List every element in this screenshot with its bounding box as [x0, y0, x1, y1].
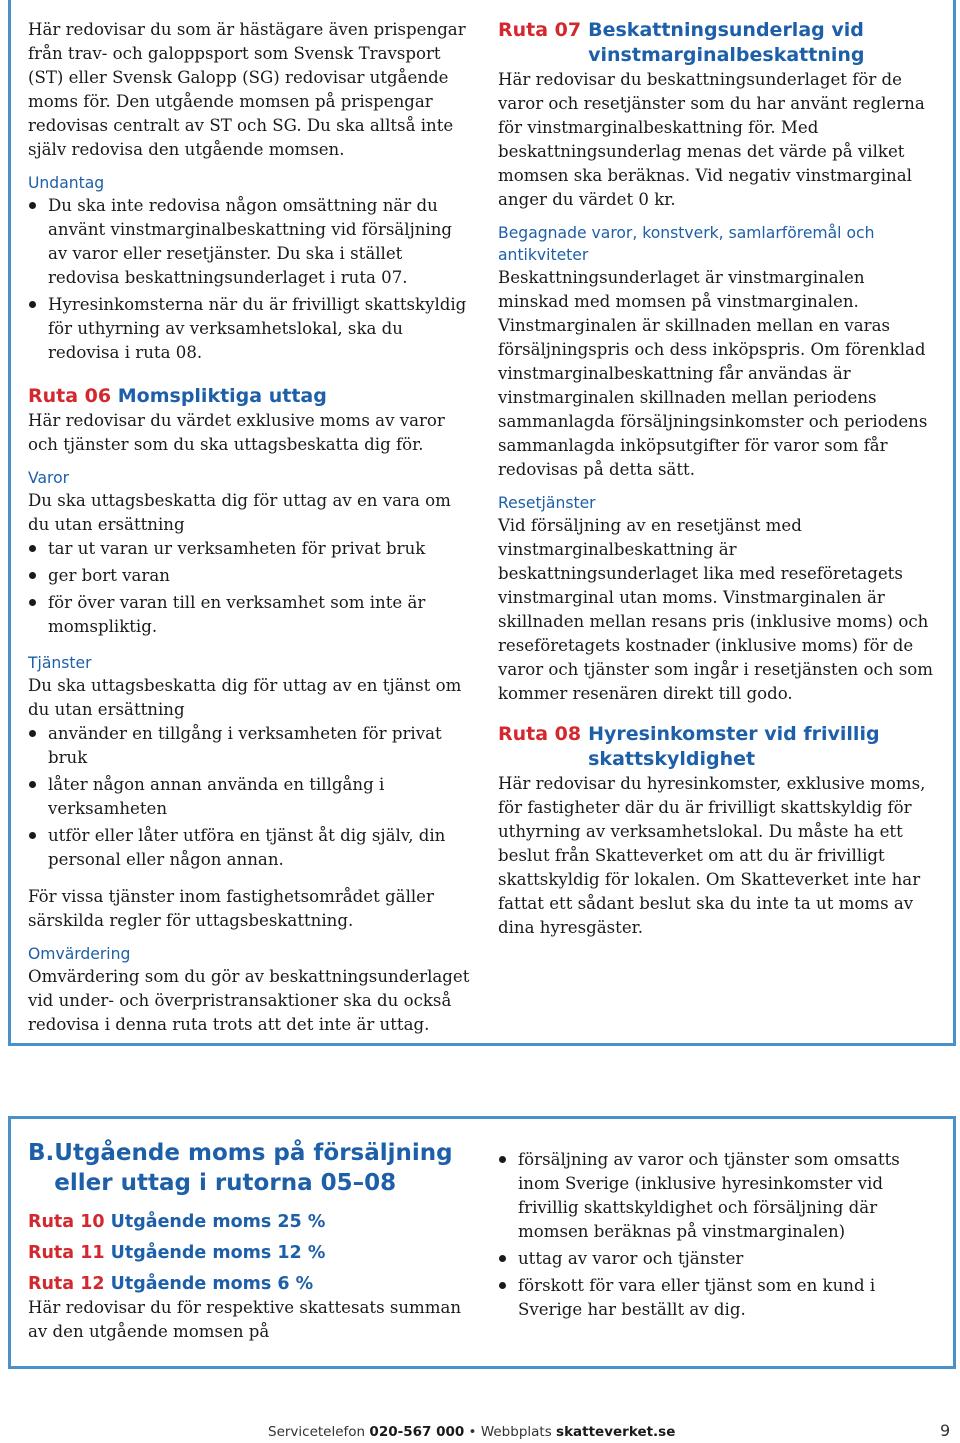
ruta07-title: Beskattningsunderlag vid vinstmarginalbeskattning	[588, 19, 865, 66]
omvardering-text: Omvärdering som du gör av beskattningsunderlaget vid under- och överpristransaktioner ska du också redovisa i denna ruta trots att det inte är uttag.	[28, 967, 470, 1034]
footer-separator: •	[464, 1424, 481, 1440]
ruta12-title: Utgående moms 6 %	[110, 1274, 314, 1294]
list-item: låter någon annan använda en tillgång i verksamheten	[28, 773, 473, 821]
tjanster-heading: Tjänster	[28, 654, 92, 672]
ruta11-number: Ruta 11	[28, 1243, 105, 1263]
ruta08-number: Ruta 08	[498, 723, 582, 745]
ruta08-heading	[498, 722, 940, 772]
ruta10-heading	[28, 1210, 468, 1234]
footer-site-label: Webbplats	[480, 1424, 557, 1440]
ruta08-title: Hyresinkomster vid frivillig skattskyldighet	[588, 723, 880, 770]
ruta07-text: Här redovisar du beskattningsunderlaget för de varor och resetjänster som du har använt reglerna för vinstmarginalbeskattning för. Med beskattningsunderlag menas det värde på vilket momsen ska beräknas. Vid negativ vinstmarginal anger du värdet 0 kr.	[498, 70, 925, 209]
section-b-left	[28, 1138, 468, 1344]
begagnade-text: Beskattningsunderlaget är vinstmarginalen minskad med momsen på vinstmarginalen. Vinstmarginalen är skillnaden mellan en varas försäljningspris och dess inköpspris. Om förenklad vinstmarginalbeskattning får användas är vinstmarginalen skillnaden mellan periodens sammanlagda försäljningsinkomster och periodens sammanlagda inköpsutgifter för varor som får redovisas på detta sätt.	[498, 268, 928, 479]
list-item: ger bort varan	[28, 564, 473, 588]
tjanster-list	[28, 722, 473, 872]
resetjanster-text: Vid försäljning av en resetjänst med vinstmarginalbeskattning är beskattningsunderlaget lika med reseföretagets vinstmarginal utan moms. Vinstmarginalen är skillnaden mellan resans pris (inklusive moms) och reseföretagets kostnader (inklusive moms) för de varor och tjänster som ingår i resetjänsten och som kommer resenären direkt till godo.	[498, 516, 933, 703]
list-item: försäljning av varor och tjänster som omsatts inom Sverige (inklusive hyresinkomster vid frivillig skattskyldighet och försäljning där momsen beräknas på vinstmarginalen)	[498, 1148, 934, 1244]
intro-text: Här redovisar du som är hästägare även prispengar från trav- och galoppsport som Svensk Travsport (ST) eller Svensk Galopp (SG) redovisar utgående moms för. Den utgående momsen på prispengar redovisas centralt av ST och SG. Du ska alltså inte själv redovisa den utgående momsen.	[28, 20, 466, 159]
list-item: Du ska inte redovisa någon omsättning när du använt vinstmarginalbeskattning vid försäljning av varor eller resetjänster. Du ska i stället redovisa beskattningsunderlaget i ruta 07.	[28, 194, 473, 290]
list-item: tar ut varan ur verksamheten för privat bruk	[28, 537, 473, 561]
ruta06-text: Här redovisar du värdet exklusive moms av varor och tjänster som du ska uttagsbeskatta dig för.	[28, 411, 445, 454]
ruta10-title: Utgående moms 25 %	[110, 1212, 326, 1232]
tjanster-text: Du ska uttagsbeskatta dig för uttag av en tjänst om du utan ersättning	[28, 676, 462, 719]
list-item: uttag av varor och tjänster	[498, 1247, 934, 1271]
fastighet-text: För vissa tjänster inom fastighetsområdet gäller särskilda regler för uttagsbeskattning.	[28, 887, 434, 930]
ruta06-heading	[28, 384, 473, 409]
footer-phone-label: Servicetelefon	[268, 1424, 370, 1440]
footer-site-link[interactable]: skatteverket.se	[556, 1424, 676, 1440]
ruta06-number: Ruta 06	[28, 385, 112, 407]
begagnade-heading: Begagnade varor, konstverk, samlarföremål och antikviteter	[498, 224, 875, 264]
ruta08-text: Här redovisar du hyresinkomster, exklusive moms, för fastigheter där du är frivilligt skattskyldig för uthyrning av verksamhetslokal. Du måste ha ett beslut från Skatteverket om att du är frivilligt skattskyldig för lokalen. Om Skatteverket inte har fattat ett sådant beslut ska du inte ta ut moms av dina hyresgäster.	[498, 774, 926, 937]
ruta10-number: Ruta 10	[28, 1212, 105, 1232]
ruta12-heading	[28, 1272, 468, 1296]
list-item: utför eller låter utföra en tjänst åt dig själv, din personal eller någon annan.	[28, 824, 473, 872]
ruta07-heading	[498, 18, 940, 68]
varor-text: Du ska uttagsbeskatta dig för uttag av en vara om du utan ersättning	[28, 491, 451, 534]
footer-phone: 020-567 000	[369, 1424, 465, 1440]
list-item: använder en tillgång i verksamheten för privat bruk	[28, 722, 473, 770]
column-left	[28, 18, 473, 1037]
section-b-list	[498, 1148, 934, 1322]
omvardering-heading: Omvärdering	[28, 945, 131, 963]
undantag-list	[28, 194, 473, 365]
varor-heading: Varor	[28, 469, 70, 487]
section-b-title-text: Utgående moms på försäljning eller uttag i rutorna 05–08	[54, 1140, 453, 1196]
resetjanster-heading: Resetjänster	[498, 494, 596, 512]
footer	[268, 1424, 675, 1440]
section-b-letter: B.	[28, 1140, 55, 1166]
ruta11-heading	[28, 1241, 468, 1265]
ruta06-title: Momspliktiga uttag	[117, 385, 327, 407]
undantag-heading: Undantag	[28, 174, 105, 192]
ruta11-title: Utgående moms 12 %	[110, 1243, 326, 1263]
list-item: för över varan till en verksamhet som inte är momspliktig.	[28, 591, 473, 639]
section-b-text: Här redovisar du för respektive skattesats summan av den utgående momsen på	[28, 1298, 462, 1341]
section-b-right	[498, 1148, 934, 1325]
section-b-title	[28, 1138, 468, 1198]
varor-list	[28, 537, 473, 639]
page-number: 9	[940, 1421, 951, 1440]
column-right	[498, 18, 940, 940]
list-item: förskott för vara eller tjänst som en kund i Sverige har beställt av dig.	[498, 1274, 934, 1322]
ruta12-number: Ruta 12	[28, 1274, 105, 1294]
list-item: Hyresinkomsterna när du är frivilligt skattskyldig för uthyrning av verksamhetslokal, ska du redovisa i ruta 08.	[28, 293, 473, 365]
ruta07-number: Ruta 07	[498, 19, 582, 41]
